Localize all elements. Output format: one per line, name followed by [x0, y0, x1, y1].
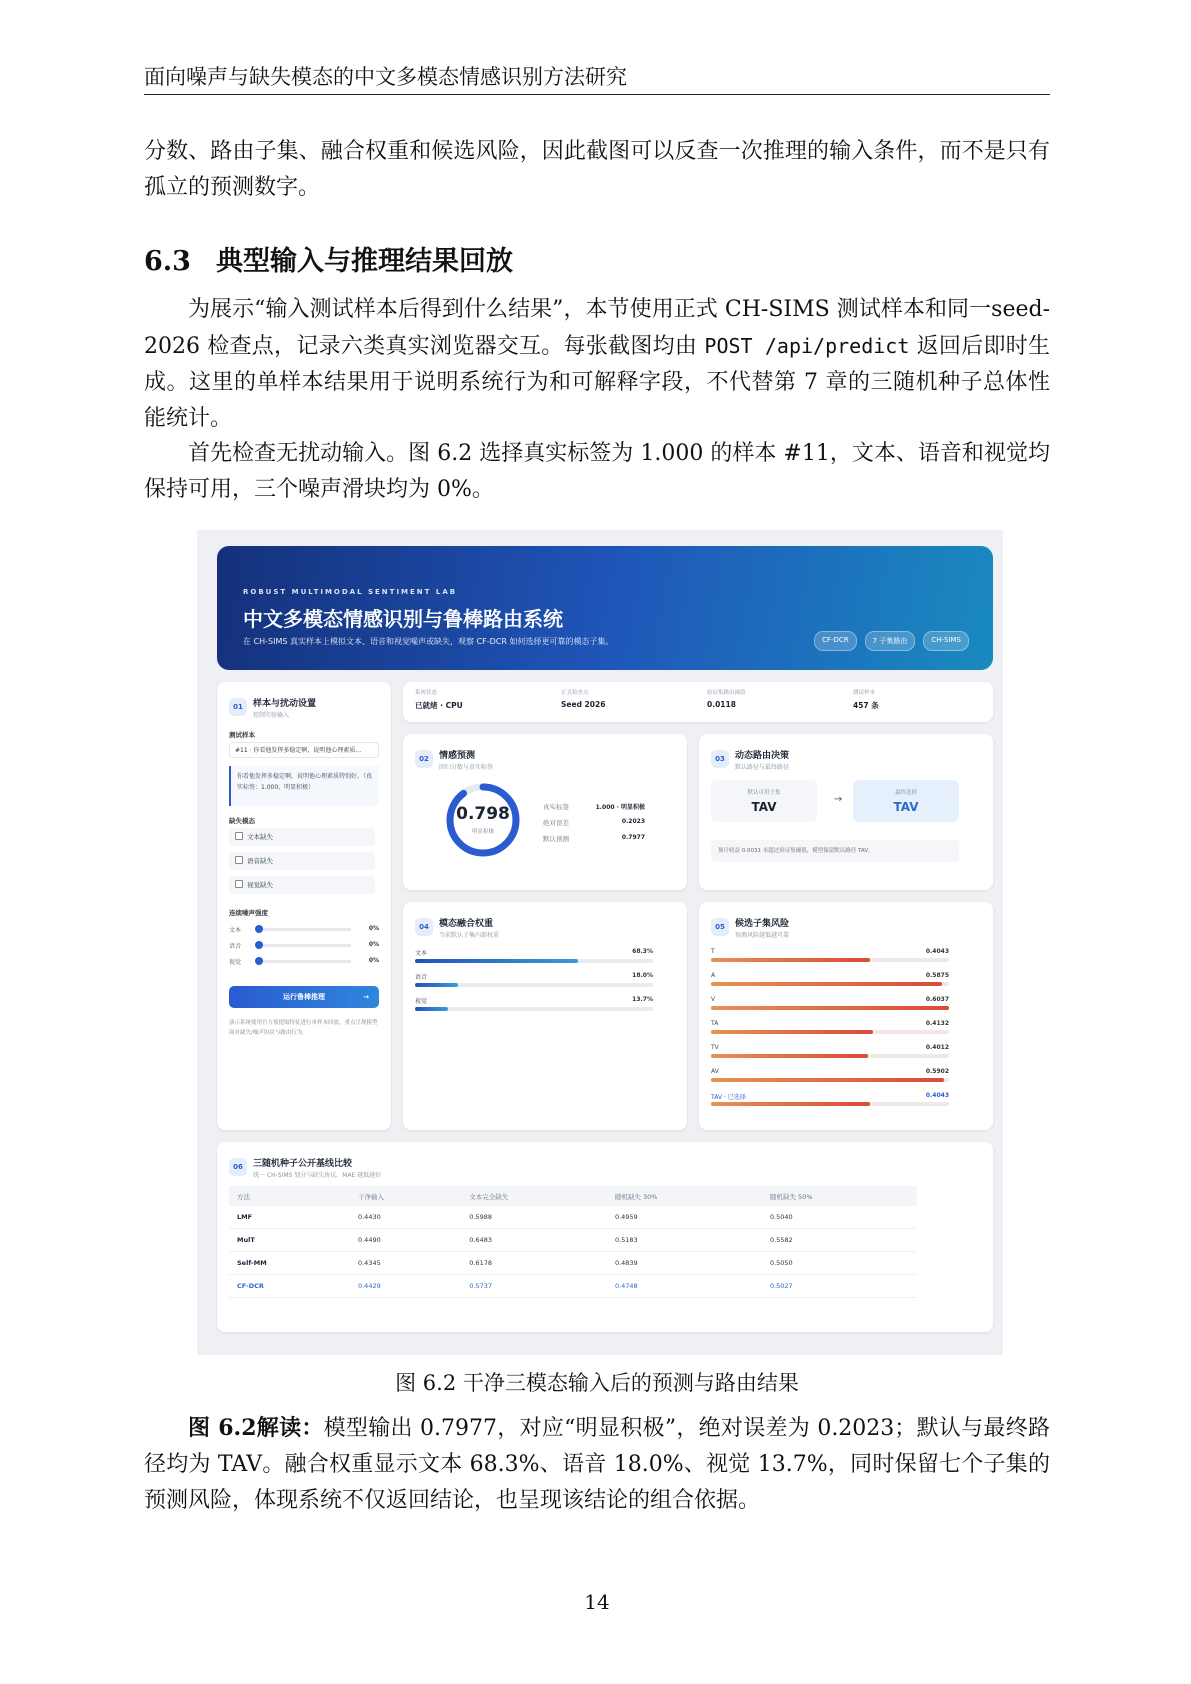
table-cell: MulT [229, 1229, 350, 1252]
run-inference-label: 运行鲁棒推理 [283, 993, 325, 1001]
checkbox-audio-missing-label: 语音缺失 [247, 857, 273, 865]
status-samples-label: 测试样本 [853, 690, 876, 696]
table-row [229, 1206, 917, 1229]
table-cell: Self-MM [229, 1252, 350, 1275]
risk-bar [711, 1006, 949, 1010]
risk-value: 0.4132 [925, 1020, 949, 1027]
fusion-bar [415, 959, 578, 963]
risk-name: TAV · 已选择 [711, 1094, 746, 1101]
table-row [229, 1229, 917, 1252]
risk-subtitle: 预测风险越低越可靠 [735, 932, 790, 939]
intro-paragraph: 分数、路由子集、融合权重和候选风险，因此截图可以反查一次推理的输入条件，而不是只有孤立的预测数字。 [144, 139, 1050, 200]
status-samples-value: 457 条 [853, 701, 879, 710]
table-header-row [229, 1186, 917, 1206]
figure-screenshot [197, 530, 1003, 1355]
arrow-right-icon: → [363, 993, 369, 1001]
slider-visual-noise[interactable] [229, 956, 379, 966]
checkbox-text-missing[interactable] [229, 828, 375, 846]
running-header: 面向噪声与缺失模态的中文多模态情感识别方法研究 [144, 64, 1050, 95]
fusion-row-text [415, 948, 653, 970]
default-route-label: 默认可用子集 [747, 790, 781, 796]
fusion-row-audio [415, 972, 653, 994]
slider-audio-label: 语音 [229, 943, 242, 950]
status-bar [403, 682, 993, 722]
slider-track [259, 960, 351, 963]
col-random-50: 随机缺失 50% [762, 1186, 917, 1206]
risk-name: AV [711, 1068, 719, 1075]
col-clean: 干净输入 [350, 1186, 461, 1206]
figure-reading-paragraph [144, 1410, 1050, 1519]
slider-knob[interactable] [255, 941, 263, 949]
risk-bar [711, 1102, 870, 1106]
reading-label: 图 6.2解读： [188, 1415, 324, 1441]
status-threshold-value: 0.0118 [707, 700, 736, 709]
status-threshold-label: 验证集路由阈值 [707, 690, 746, 696]
sample-text-preview: 你看他发挥多稳定啊，说明他心理素质特别好。（真实标签：1.000，明显积极） [229, 766, 379, 806]
checkbox-icon [235, 856, 243, 864]
table-cell: 0.4839 [607, 1252, 762, 1275]
risk-row-ta [711, 1020, 949, 1044]
setup-subtitle: 控制实验输入 [253, 712, 290, 719]
chip-routing: 7 子集路由 [865, 631, 916, 651]
section-heading [144, 244, 513, 280]
sample-select[interactable]: #11 · 你看他发挥多稳定啊，说明他心理素质... [229, 742, 379, 758]
default-pred-key: 默认预测 [543, 835, 569, 843]
prediction-subtitle: 回归分数与真实标签 [439, 764, 494, 771]
table-row [229, 1252, 917, 1275]
final-route-box [853, 780, 959, 822]
table-cell: 0.5183 [607, 1229, 762, 1252]
hero-chips [814, 631, 969, 651]
slider-knob[interactable] [255, 957, 263, 965]
fusion-pct: 13.7% [632, 996, 653, 1003]
risk-name: TA [711, 1020, 719, 1027]
baseline-badge: 06 [229, 1158, 247, 1176]
risk-value: 0.6037 [925, 996, 949, 1003]
section-title: 典型输入与推理结果回放 [216, 246, 513, 277]
api-endpoint-code: POST /api/predict [704, 334, 910, 358]
table-cell: 0.4490 [350, 1229, 461, 1252]
status-system [415, 688, 463, 711]
checkbox-icon [235, 832, 243, 840]
default-route-box [711, 780, 817, 822]
status-system-label: 系统状态 [415, 690, 438, 696]
routing-note: 预计收益 0.0031 未超过验证集阈值，模型保留默认路径 TAV。 [711, 840, 959, 862]
true-label-key: 真实标签 [543, 803, 569, 811]
routing-title: 动态路由决策 [735, 751, 790, 761]
fusion-name: 视觉 [415, 998, 428, 1005]
table-row-highlighted [229, 1275, 917, 1298]
risk-row-v [711, 996, 949, 1020]
baseline-subtitle: 统一 CH-SIMS 划分与缺失协议，MAE 越低越好 [253, 1172, 382, 1179]
risk-row-av [711, 1068, 949, 1092]
fusion-title: 模态融合权重 [439, 919, 494, 929]
chip-dataset: CH-SIMS [923, 631, 969, 651]
risk-badge: 05 [711, 918, 729, 936]
risk-value: 0.5902 [925, 1068, 949, 1075]
risk-title: 候选子集风险 [735, 919, 790, 929]
status-checkpoint-label: 正式检查点 [561, 690, 589, 696]
setup-title: 样本与扰动设置 [253, 699, 317, 709]
checkbox-audio-missing[interactable] [229, 852, 375, 870]
slider-track [259, 928, 351, 931]
risk-value: 0.5875 [925, 972, 949, 979]
risk-row-a [711, 972, 949, 996]
paragraph-1 [144, 292, 1050, 437]
col-text-missing: 文本完全缺失 [461, 1186, 607, 1206]
risk-bar [711, 1054, 868, 1058]
section-number: 6.3 [144, 246, 191, 277]
abs-error-key: 绝对误差 [543, 819, 569, 827]
risk-row-tav-selected [711, 1092, 949, 1116]
risk-bar [711, 1030, 873, 1034]
table-cell: 0.5737 [461, 1275, 607, 1298]
slider-audio-value: 0% [368, 941, 379, 948]
risk-bar [711, 982, 942, 986]
setup-badge: 01 [229, 698, 247, 716]
table-cell: CF-DCR [229, 1275, 350, 1298]
risk-value: 0.4043 [925, 1092, 949, 1099]
missing-label: 缺失模态 [229, 817, 255, 825]
reading-text: 模型输出 0.7977，对应“明显积极”，绝对误差为 0.2023；默认与最终路径均为 TAV。融合权重显示文本 68.3%、语音 18.0%、视觉 13.7%，同时保留七个子集的预测风险，体现系统不仅返回结论，也呈现该结论的组合依据。 [144, 1416, 1050, 1513]
slider-text-value: 0% [368, 925, 379, 932]
status-checkpoint-value: Seed 2026 [561, 700, 606, 709]
table-cell: 0.5040 [762, 1206, 917, 1229]
score-label: 明显积极 [471, 829, 494, 835]
sample-label: 测试样本 [229, 731, 255, 739]
risk-value: 0.4012 [925, 1044, 949, 1051]
arrow-right-icon: → [833, 794, 843, 805]
final-route-label: 最终选择 [894, 790, 917, 796]
hero-title: 中文多模态情感识别与鲁棒路由系统 [243, 607, 563, 631]
fusion-name: 语音 [415, 974, 428, 981]
routing-card [699, 734, 993, 890]
fusion-track [415, 1007, 653, 1011]
status-checkpoint [561, 688, 605, 709]
prediction-badge: 02 [415, 750, 433, 768]
chip-model: CF-DCR [814, 631, 857, 651]
risk-name: A [711, 972, 716, 979]
risk-name: T [711, 948, 715, 955]
table-cell: 0.4748 [607, 1275, 762, 1298]
baseline-title: 三随机种子公开基线比较 [253, 1159, 353, 1169]
slider-track [259, 944, 351, 947]
table-cell: 0.4345 [350, 1252, 461, 1275]
status-system-value: 已就绪 · CPU [415, 701, 463, 710]
default-route-value: TAV [751, 800, 777, 814]
status-samples [853, 688, 879, 711]
col-method: 方法 [229, 1186, 350, 1206]
risk-row-tv [711, 1044, 949, 1068]
checkbox-visual-missing[interactable] [229, 876, 375, 894]
slider-text-label: 文本 [229, 927, 242, 934]
paragraph-1-text-b: 返回后即时生成。这里的单样本结果用于说明系统行为和可解释字段，不代替第 7 章的三随机种子总体性能统计。 [144, 334, 1050, 431]
prediction-title: 情感预测 [439, 751, 476, 761]
fusion-name: 文本 [415, 950, 428, 957]
fusion-badge: 04 [415, 918, 433, 936]
slider-text-noise[interactable] [229, 924, 379, 934]
fusion-row-visual [415, 996, 653, 1018]
col-random-30: 随机缺失 30% [607, 1186, 762, 1206]
risk-value: 0.4043 [925, 948, 949, 955]
figure-caption: 图 6.2 干净三模态输入后的预测与路由结果 [395, 1371, 799, 1395]
paragraph-1-text-a: 为展示“输入测试样本后得到什么结果”，本节使用正式 CH-SIMS 测试样本和同一seed-2026 检查点，记录六类真实浏览器交互。每张截图均由 [144, 297, 1050, 359]
default-pred-value: 0.7977 [621, 834, 645, 841]
hero-banner [217, 546, 993, 670]
slider-visual-value: 0% [368, 957, 379, 964]
risk-bar [711, 958, 870, 962]
fusion-pct: 18.0% [632, 972, 653, 979]
risk-row-t [711, 948, 949, 972]
checkbox-text-missing-label: 文本缺失 [247, 833, 273, 841]
baseline-card [217, 1142, 993, 1332]
setup-note: 演示系统使用官方预提取特征进行单样本回放，重点呈现模型面对缺失/噪声协议与路由行为。 [229, 1020, 378, 1036]
baseline-table [229, 1186, 917, 1298]
slider-audio-noise[interactable] [229, 940, 379, 950]
table-cell: 0.4429 [350, 1275, 461, 1298]
routing-subtitle: 默认路径与最终路径 [735, 764, 790, 771]
table-cell: 0.5027 [762, 1275, 917, 1298]
slider-visual-label: 视觉 [229, 959, 242, 966]
paragraph-2: 首先检查无扰动输入。图 6.2 选择真实标签为 1.000 的样本 #11，文本、语音和视觉均保持可用，三个噪声滑块均为 0%。 [144, 441, 1050, 502]
risk-bar [711, 1078, 944, 1082]
fusion-bar [415, 1007, 448, 1011]
risk-name: TV [711, 1044, 719, 1051]
status-threshold [707, 688, 746, 709]
table-cell: 0.4430 [350, 1206, 461, 1229]
fusion-bar [415, 983, 458, 987]
table-cell: 0.5050 [762, 1252, 917, 1275]
slider-knob[interactable] [255, 925, 263, 933]
noise-label: 连续噪声强度 [229, 909, 268, 917]
abs-error-value: 0.2023 [621, 818, 645, 825]
score-value: 0.798 [456, 804, 510, 824]
table-cell: 0.4959 [607, 1206, 762, 1229]
fusion-pct: 68.3% [632, 948, 653, 955]
table-cell: LMF [229, 1206, 350, 1229]
checkbox-visual-missing-label: 视觉缺失 [247, 881, 273, 889]
checkbox-icon [235, 880, 243, 888]
true-label-value: 1.000 · 明显积极 [595, 804, 645, 811]
table-cell: 0.6178 [461, 1252, 607, 1275]
run-inference-button[interactable] [229, 986, 379, 1008]
table-cell: 0.6483 [461, 1229, 607, 1252]
routing-badge: 03 [711, 750, 729, 768]
fusion-subtitle: 当前默认子集内部权重 [439, 932, 500, 939]
page-number: 14 [584, 1590, 610, 1614]
setup-card [217, 682, 391, 1130]
table-cell: 0.5582 [762, 1229, 917, 1252]
hero-eyebrow: ROBUST MULTIMODAL SENTIMENT LAB [243, 588, 458, 596]
prediction-card [403, 734, 687, 890]
risk-name: V [711, 996, 716, 1003]
hero-subtitle: 在 CH-SIMS 真实样本上模拟文本、语音和视觉噪声或缺失，观察 CF-DCR 如何选择更可靠的模态子集。 [243, 637, 614, 646]
final-route-value: TAV [893, 800, 919, 814]
fusion-card [403, 902, 687, 1130]
table-cell: 0.5988 [461, 1206, 607, 1229]
risk-card [699, 902, 993, 1130]
